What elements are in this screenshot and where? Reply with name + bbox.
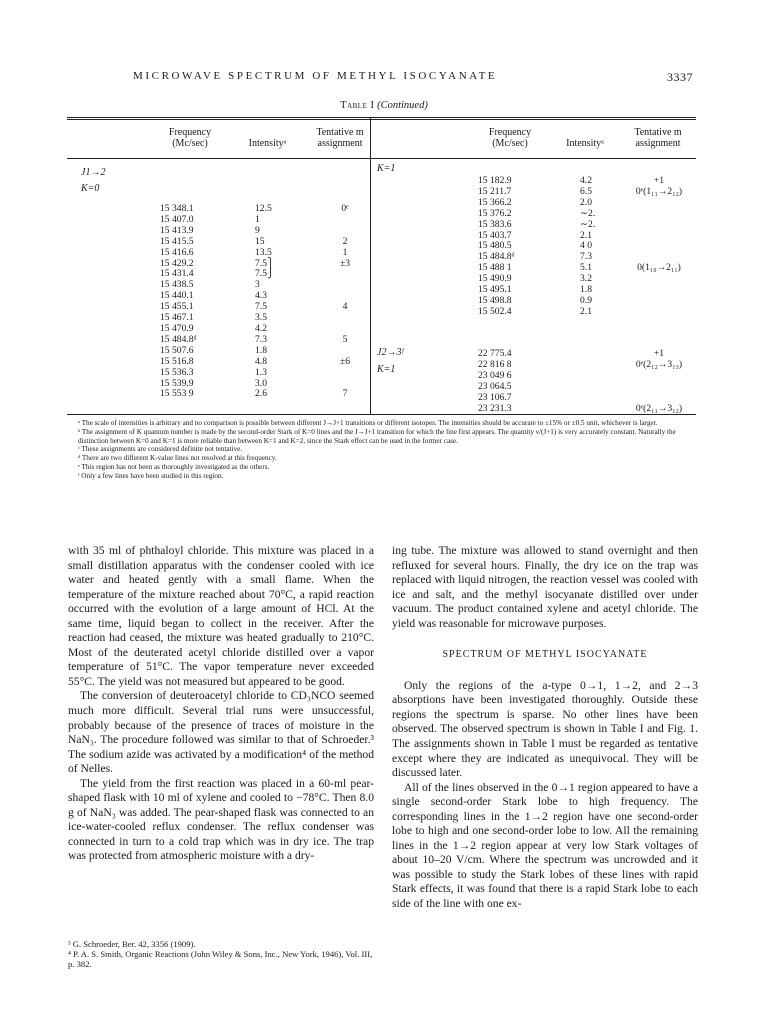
right-frequency-column <box>478 176 515 318</box>
right-frequency-cell-1: 15 211.7 <box>478 185 512 197</box>
left-paragraph-1: with 35 ml of phthaloyl chloride. This mixture was placed in a small distillation apparatus with the condenser cooled with ice water and heated gently with a small flame. When the temperature of the mixture reached about 70°C, a rapid reaction occurred with the evolution of a large amount of HCl. At the same time, liquid began to collect in the receiver. After the reaction had ceased, the mixture was heated gradually to 210°C. Most of the deuterated acetyl chloride distilled over a vapor temperature of 51°C. The vapor temperature never exceeded 55°C. The yield was not measured but appeared to be good. <box>68 544 374 688</box>
right-assignment-j23-cell-5: 0ᵉ(2₁₁→3₁₂) <box>635 402 683 414</box>
right-assignment-cell-0: +1 <box>653 175 665 186</box>
left-assignment-cell-0: 0ᵉ <box>341 203 349 214</box>
right-paragraph-1: ing tube. The mixture was allowed to stand overnight and then refluxed for several hours. Finally, the dry ice on the trap was replaced with liquid nitrogen, the reaction vessel was cooled with ice and salt, and the methyl isocyanate distilled over under vacuum. The product contained xylene and acetyl chloride. The yield was reasonable for microwave purposes. <box>392 544 698 630</box>
right-intensity-cell-4: ∼2. <box>580 218 596 230</box>
table-caption <box>0 100 768 111</box>
right-intensity-cell-5: 2.1 <box>580 229 592 241</box>
right-intensity-cell-3: ∼2. <box>580 207 596 219</box>
right-assignment-j23-cell-1: 0ᵉ(2₁₂→3₁₃) <box>635 358 683 370</box>
left-assignment-cell-17: 7 <box>342 388 348 400</box>
left-intensity-cell-13: 1.8 <box>255 344 267 356</box>
right-frequency-cell-9: 15 490.9 <box>478 273 512 285</box>
right-intensity-cell-2: 2.0 <box>580 196 592 208</box>
section-heading: SPECTRUM OF METHYL ISOCYANATE <box>442 649 648 661</box>
label-k1-b: K=1 <box>377 364 396 375</box>
footnote-d: ᵈ There are two different K-value lines not resolved at this frequency. <box>78 454 277 463</box>
right-intensity-cell-10: 1.8 <box>580 284 592 296</box>
left-intensity-cell-5: 7.5⎫ <box>255 257 275 269</box>
header-assignment-right: Tentative m assignment <box>634 127 682 149</box>
footnote-e: ᵉ This region has not been as thoroughly investigated as the others. <box>78 462 270 471</box>
left-intensity-cell-6: 7.5⎭ <box>255 268 275 280</box>
footnote-4: ⁴ P. A. S. Smith, Organic Reactions (John Wiley & Sons, Inc., New York, 1946), Vol. III, p. 382. <box>68 949 373 970</box>
right-intensity-cell-12: 2.1 <box>580 305 592 317</box>
right-frequency-cell-10: 15 495.1 <box>478 284 512 296</box>
left-intensity-cell-3: 15 <box>255 235 265 247</box>
left-frequency-cell-16: 15 539.9 <box>160 377 194 389</box>
right-intensity-column <box>580 176 595 318</box>
left-frequency-column <box>160 204 197 400</box>
left-frequency-cell-13: 15 507.6 <box>160 344 194 356</box>
right-paragraph-2: Only the regions of the a-type 0→1, 1→2, and 2→3 absorptions have been investigated thoroughly. Outside these regions the spectrum is sparse. No other lines have been observed. The observed spectrum is shown in Table I and Fig. 1. The assignments shown in Table I must be regarded as tentative except where they are indicated as unequivocal. They will be discussed later. <box>392 678 698 780</box>
left-assignment-cell-9: 4 <box>342 301 348 313</box>
right-assignment-cell-12 <box>620 307 698 318</box>
left-frequency-cell-12: 15 484.8ᵈ <box>160 333 197 345</box>
left-intensity-cell-2: 9 <box>255 224 260 236</box>
left-frequency-cell-11: 15 470.9 <box>160 322 194 334</box>
right-assignment-j23-cell-0: +1 <box>653 348 665 359</box>
right-frequency-j23-cell-3: 23 064.5 <box>478 380 512 392</box>
right-intensity-cell-9: 3.2 <box>580 273 592 285</box>
right-assignment-j23-cell-4 <box>620 393 698 404</box>
left-intensity-cell-17: 2.6 <box>255 388 267 400</box>
left-frequency-cell-6: 15 431.4 <box>160 268 194 280</box>
table-divider <box>370 118 371 415</box>
left-assignment-cell-15 <box>325 368 365 379</box>
right-intensity-cell-0: 4.2 <box>580 175 592 186</box>
left-intensity-cell-16: 3.0 <box>255 377 267 389</box>
left-assignment-cell-12: 5 <box>342 333 348 345</box>
right-frequency-column-j23 <box>478 349 512 414</box>
table-bottom-rule <box>67 414 696 415</box>
left-assignment-column <box>325 204 365 400</box>
right-assignment-cell-3 <box>620 209 698 220</box>
left-text-column <box>68 544 374 864</box>
left-frequency-cell-5: 15 429.2 <box>160 257 194 269</box>
left-assignment-cell-14: ±6 <box>339 355 351 367</box>
footnote-a: ᵃ The scale of intensities is arbitrary and no comparison is possible between different J→J+1 transitions or different isotopes. The intensities should be accurate to ±15% or ±0.5 unit, whichever is larger. <box>78 419 658 427</box>
right-intensity-cell-6: 4 0 <box>580 240 592 252</box>
right-frequency-j23-cell-4: 23 106.7 <box>478 391 512 403</box>
table-top-rule-2 <box>67 119 696 120</box>
right-frequency-j23-cell-5: 23 231.3 <box>478 402 512 414</box>
right-frequency-cell-2: 15 366.2 <box>478 196 512 208</box>
right-frequency-j23-cell-1: 22 816 8 <box>478 358 512 370</box>
right-text-column <box>392 544 698 912</box>
left-intensity-cell-12: 7.3 <box>255 333 267 345</box>
header-assignment-left: Tentative m assignment <box>316 127 364 149</box>
page-number: 3337 <box>667 70 693 84</box>
left-intensity-cell-11: 4.2 <box>255 322 267 334</box>
left-intensity-cell-1: 1 <box>255 213 260 225</box>
left-frequency-cell-4: 15 416.6 <box>160 246 194 258</box>
left-paragraph-3: The yield from the first reaction was placed in a 60-ml pear-shaped flask with 10 ml of xylene and cooled to −78°C. Then 8.0 g of NaN₃ was added. The pear-shaped flask was connected to an ice-water-cooled reflux condenser. The reflux condenser was connected in turn to a cold trap which was in dry ice. The trap was protected from atmospheric moisture with a dry- <box>68 776 374 863</box>
right-frequency-cell-8: 15 488 1 <box>478 262 512 274</box>
right-intensity-cell-7: 7.3 <box>580 251 592 263</box>
table-footnotes <box>78 419 698 481</box>
right-intensity-cell-8: 5.1 <box>580 262 592 274</box>
header-frequency-right: Frequency (Mc/sec) <box>488 127 532 149</box>
header-intensity-left: Intensityᵃ <box>248 138 287 149</box>
left-assignment-cell-3: 2 <box>342 235 348 247</box>
right-frequency-j23-cell-2: 23 049 6 <box>478 369 512 381</box>
left-frequency-cell-2: 15 413.9 <box>160 224 194 236</box>
header-intensity-right: Intensityᵃ <box>566 138 604 149</box>
right-frequency-cell-12: 15 502.4 <box>478 305 512 317</box>
left-intensity-column <box>255 204 274 400</box>
left-frequency-cell-3: 15 415.5 <box>160 235 194 247</box>
right-frequency-cell-6: 15 480.5 <box>478 240 512 252</box>
left-intensity-cell-14: 4.8 <box>255 355 267 367</box>
left-frequency-cell-10: 15 467.1 <box>160 312 194 324</box>
right-assignment-cell-4 <box>620 220 698 231</box>
left-frequency-cell-7: 15 438.5 <box>160 279 194 291</box>
left-assignment-cell-4: 1 <box>342 246 348 258</box>
left-intensity-cell-4: 13.5 <box>255 246 272 258</box>
right-assignment-column-j23 <box>620 349 698 414</box>
right-frequency-cell-0: 15 182.9 <box>478 175 512 186</box>
left-frequency-cell-14: 15 516.8 <box>160 355 194 367</box>
table-continued: (Continued) <box>377 100 428 111</box>
footnote-f: ᶠ Only a few lines have been studied in this region. <box>78 471 224 480</box>
right-assignment-j23-cell-3 <box>620 382 698 393</box>
left-intensity-cell-8: 4.3 <box>255 290 267 302</box>
left-frequency-cell-1: 15 407.0 <box>160 213 194 225</box>
left-footnotes <box>68 939 373 970</box>
footnote-c: ᶜ These assignments are considered definite not tentative. <box>78 445 243 454</box>
right-assignment-column <box>620 176 698 318</box>
footnote-b: ᵇ The assignment of K quantum number is made by the second-order Stark of K=0 lines and the J→J+1 transition for which the line first appears. The quantity ν/(J+1) is very accurately constant. Naturally the distinction between K=0 and K=1 is more reliable than between K=1 and K=2, since the Stark effect can be used in the former case. <box>78 427 676 445</box>
right-paragraph-3: All of the lines observed in the 0→1 region appeared to have a single second-order Stark lobe to high frequency. The corresponding lines in the 1→2 region have one second-order lobe to high and one second-order lobe to low. All the remaining lines in the 1→2 region appear at very low Stark voltages of about 10–20 V/cm. Where the spectrum was uncrowded and it was possible to study the Stark lobes of these lines with rapid Stark effects, it was found that there is a rapid Stark lobe to each side of the line with one ex- <box>392 780 698 911</box>
right-intensity-cell-11: 0.9 <box>580 294 592 306</box>
right-frequency-cell-5: 15 403.7 <box>478 229 512 241</box>
left-assignment-cell-5: ±3 <box>339 257 351 269</box>
right-frequency-cell-3: 15 376.2 <box>478 207 512 219</box>
table-header-rule <box>67 158 696 159</box>
label-j2-3: J2→3ᶠ <box>377 347 404 358</box>
left-frequency-cell-8: 15 440.1 <box>160 290 194 302</box>
right-frequency-cell-11: 15 498.8 <box>478 294 512 306</box>
running-header <box>133 70 693 82</box>
right-assignment-cell-8: 0(1₁₀→2₁₁) <box>637 262 681 274</box>
right-frequency-cell-7: 15 484.8ᵈ <box>478 251 515 263</box>
right-frequency-j23-cell-0: 22 775.4 <box>478 348 512 359</box>
running-title: MICROWAVE SPECTRUM OF METHYL ISOCYANATE <box>133 70 498 82</box>
label-k1: K=1 <box>377 163 396 174</box>
right-intensity-cell-1: 6.5 <box>580 185 592 197</box>
left-intensity-cell-9: 7.5 <box>255 301 267 313</box>
table-top-rule <box>67 117 696 118</box>
left-intensity-cell-10: 3.5 <box>255 312 267 324</box>
right-frequency-cell-4: 15 383.6 <box>478 218 512 230</box>
left-frequency-cell-17: 15 553 9 <box>160 388 194 400</box>
left-paragraph-2: The conversion of deuteroacetyl chloride to CD₃NCO seemed much more difficult. Several trial runs were unsuccessful, probably because of the presence of traces of moisture in the NaN₃. The procedure followed was similar to that of Schroeder.³ The sodium azide was activated by a modification⁴ of the method of Nelles. <box>68 689 374 776</box>
left-intensity-cell-0: 12.5 <box>255 203 272 214</box>
right-assignment-cell-1: 0ᵉ(1₁₁→2₁₂) <box>635 185 683 197</box>
left-frequency-cell-9: 15 455.1 <box>160 301 194 313</box>
header-frequency-left: Frequency (Mc/sec) <box>168 127 212 149</box>
left-frequency-cell-15: 15 536.3 <box>160 366 194 378</box>
label-k0: K=0 <box>81 183 100 194</box>
footnote-3: ³ G. Schroeder, Ber. 42, 3356 (1909). <box>68 939 196 949</box>
left-frequency-cell-0: 15 348.1 <box>160 203 194 214</box>
left-intensity-cell-15: 1.3 <box>255 366 267 378</box>
left-intensity-cell-7: 3 <box>255 279 260 291</box>
label-j1-2: J1→2 <box>81 167 106 178</box>
table-label: Table I <box>340 100 375 111</box>
